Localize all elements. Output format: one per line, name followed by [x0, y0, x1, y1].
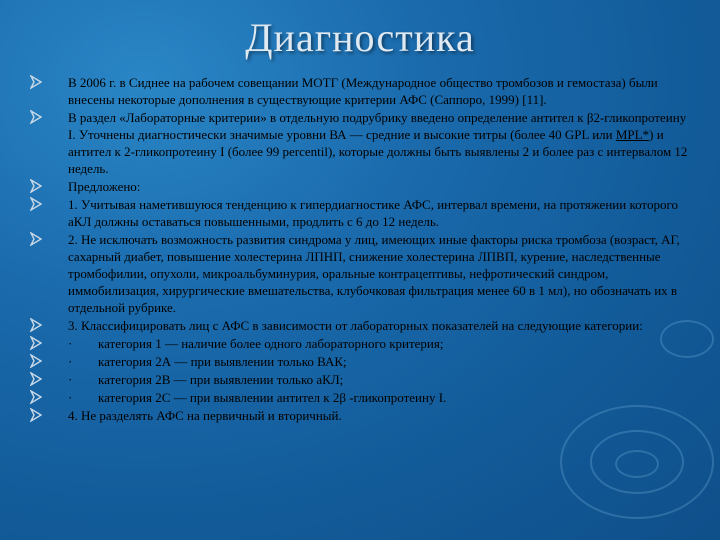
bullet-text: Предложено: [68, 179, 141, 194]
sub-bullet-dot: · [68, 336, 73, 351]
bullet-item [26, 353, 696, 370]
bullet-text: 4. Не разделять АФС на первичный и вторичный. [68, 408, 342, 423]
bullet-text: категория 2С — при выявлении антител к 2β -гликопротеину I. [98, 390, 447, 405]
bullet-text: 3. Классифицировать лиц с АФС в зависимости от лабораторных показателей на следующие категории: [68, 318, 643, 333]
arrow-bullet-icon [30, 197, 42, 211]
bullet-item [26, 371, 696, 388]
arrow-bullet-icon [30, 372, 42, 386]
bullet-item [26, 407, 696, 424]
arrow-bullet-icon [30, 110, 42, 124]
arrow-bullet-icon [30, 232, 42, 246]
bullet-text: категория 1 — наличие более одного лабораторного критерия; [98, 336, 444, 351]
sub-bullet-dot: · [68, 354, 73, 369]
bullet-text: ) и антител к 2-гликопротеину I (более 99 percentil), которые должны быть выявлены 2 и более раз с интервалом 12 недель. [68, 127, 688, 176]
bullet-item [26, 178, 696, 195]
bullet-text: 1. Учитывая наметившуюся тенденцию к гипердиагностике АФС, интервал времени, на протяжении которого аКЛ должны оставаться повышенными, продлить с 6 до 12 недель. [68, 197, 678, 229]
bullet-item [26, 317, 696, 334]
arrow-bullet-icon [30, 390, 42, 404]
bullet-item [26, 231, 696, 316]
decorative-swirl [615, 450, 659, 478]
bullet-item [26, 109, 696, 177]
bullet-item [26, 335, 696, 352]
arrow-bullet-icon [30, 354, 42, 368]
bullet-text: В раздел «Лабораторные критерии» в отдельную подрубрику введено определение антител к β2-гликопротеину I. Уточнены диагностически значимые уровни ВА — средние и высокие титры (более 40 GPL или [68, 110, 687, 142]
slide-title: Диагностика [245, 15, 475, 60]
sub-bullet-dot: · [68, 390, 73, 405]
arrow-bullet-icon [30, 336, 42, 350]
arrow-bullet-icon [30, 408, 42, 422]
bullet-item [26, 74, 696, 108]
bullet-item [26, 389, 696, 406]
mpl-footnote-link[interactable]: MPL* [615, 127, 650, 142]
arrow-bullet-icon [30, 318, 42, 332]
bullet-text: категория 2А — при выявлении только ВАК; [98, 354, 347, 369]
bullet-list [26, 74, 696, 425]
bullet-text: В 2006 г. в Сиднее на рабочем совещании МОТГ (Международное общество тромбозов и гемостаза) были внесены некоторые дополнения в существующие критерии АФС (Саппоро, 1999) [11]. [68, 75, 658, 107]
bullet-text: категория 2В — при выявлении только аКЛ; [98, 372, 344, 387]
sub-bullet-dot: · [68, 372, 73, 387]
bullet-text: 2. Не исключать возможность развития синдрома у лиц, имеющих иные факторы риска тромбоза (возраст, АГ, сахарный диабет, повышение холестерина ЛПНП, снижение холестерина ЛПВП, курение, наследственные тромбофилии, опухоли, микроальбуминурия, оральные контрацептивы, нефротический синдром, иммобилизация, хирургические вмешательства, клубочковая фильтрация менее 60 в 1 мл), но обозначать их в отдельной рубрике. [68, 232, 680, 315]
bullet-item [26, 196, 696, 230]
arrow-bullet-icon [30, 75, 42, 89]
arrow-bullet-icon [30, 179, 42, 193]
